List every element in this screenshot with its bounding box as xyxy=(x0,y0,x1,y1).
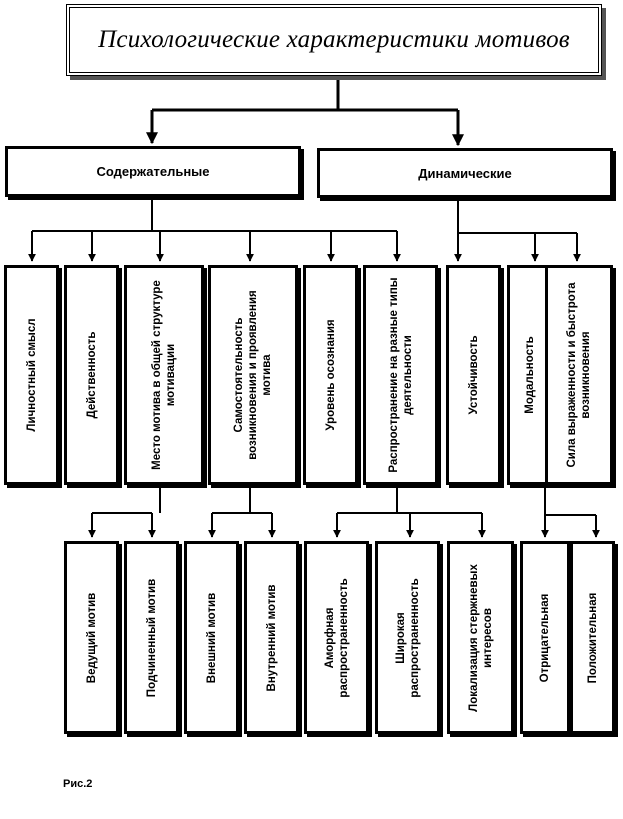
subtype-box xyxy=(375,541,440,734)
characteristic-box xyxy=(363,265,438,485)
group-label-dynamic: Динамические xyxy=(418,165,512,181)
group-box-content xyxy=(5,146,301,197)
characteristic-label: Уровень осознания xyxy=(324,319,337,431)
subtype-box xyxy=(570,541,615,734)
characteristic-label: Сила выраженности и быстрота возникновения xyxy=(566,282,592,468)
figure-caption: Рис.2 xyxy=(63,778,93,790)
subtype-label: Подчиненный мотив xyxy=(145,578,158,697)
characteristic-box xyxy=(4,265,59,485)
diagram-title-box xyxy=(66,4,602,76)
group-box-dynamic xyxy=(317,148,613,198)
subtype-label: Широкая распространенность xyxy=(394,577,421,698)
characteristic-box xyxy=(545,265,613,485)
subtype-label: Положительная xyxy=(586,592,599,683)
characteristic-label: Распространение на разные типы деятельности xyxy=(387,277,414,473)
characteristic-box xyxy=(208,265,298,485)
characteristic-label: Модальность xyxy=(523,336,536,414)
characteristic-label: Место мотива в общей структуре мотивации xyxy=(151,280,177,470)
subtype-box xyxy=(447,541,514,734)
characteristic-box xyxy=(446,265,501,485)
subtype-box xyxy=(184,541,239,734)
characteristic-box xyxy=(303,265,358,485)
subtype-label: Отрицательная xyxy=(539,593,551,682)
subtype-box xyxy=(64,541,119,734)
diagram-title: Психологические характеристики мотивов xyxy=(98,26,570,53)
subtype-box xyxy=(124,541,179,734)
subtype-label: Локализация стержневых интересов xyxy=(467,563,494,712)
subtype-label: Ведущий мотив xyxy=(85,592,98,683)
subtype-label: Внешний мотив xyxy=(205,592,218,683)
subtype-box xyxy=(520,541,570,734)
characteristic-box xyxy=(64,265,119,485)
characteristic-label: Самостоятельность возникновения и проявления мотива xyxy=(233,290,273,460)
subtype-label: Аморфная распространенность xyxy=(323,577,350,698)
subtype-label: Внутренний мотив xyxy=(265,584,278,691)
characteristic-label: Устойчивость xyxy=(467,335,480,415)
characteristic-label: Действенность xyxy=(85,331,98,419)
group-label-content: Содержательные xyxy=(96,164,210,179)
characteristic-label: Личностный смысл xyxy=(25,318,38,432)
subtype-box xyxy=(304,541,369,734)
characteristic-box xyxy=(124,265,204,485)
subtype-box xyxy=(244,541,299,734)
